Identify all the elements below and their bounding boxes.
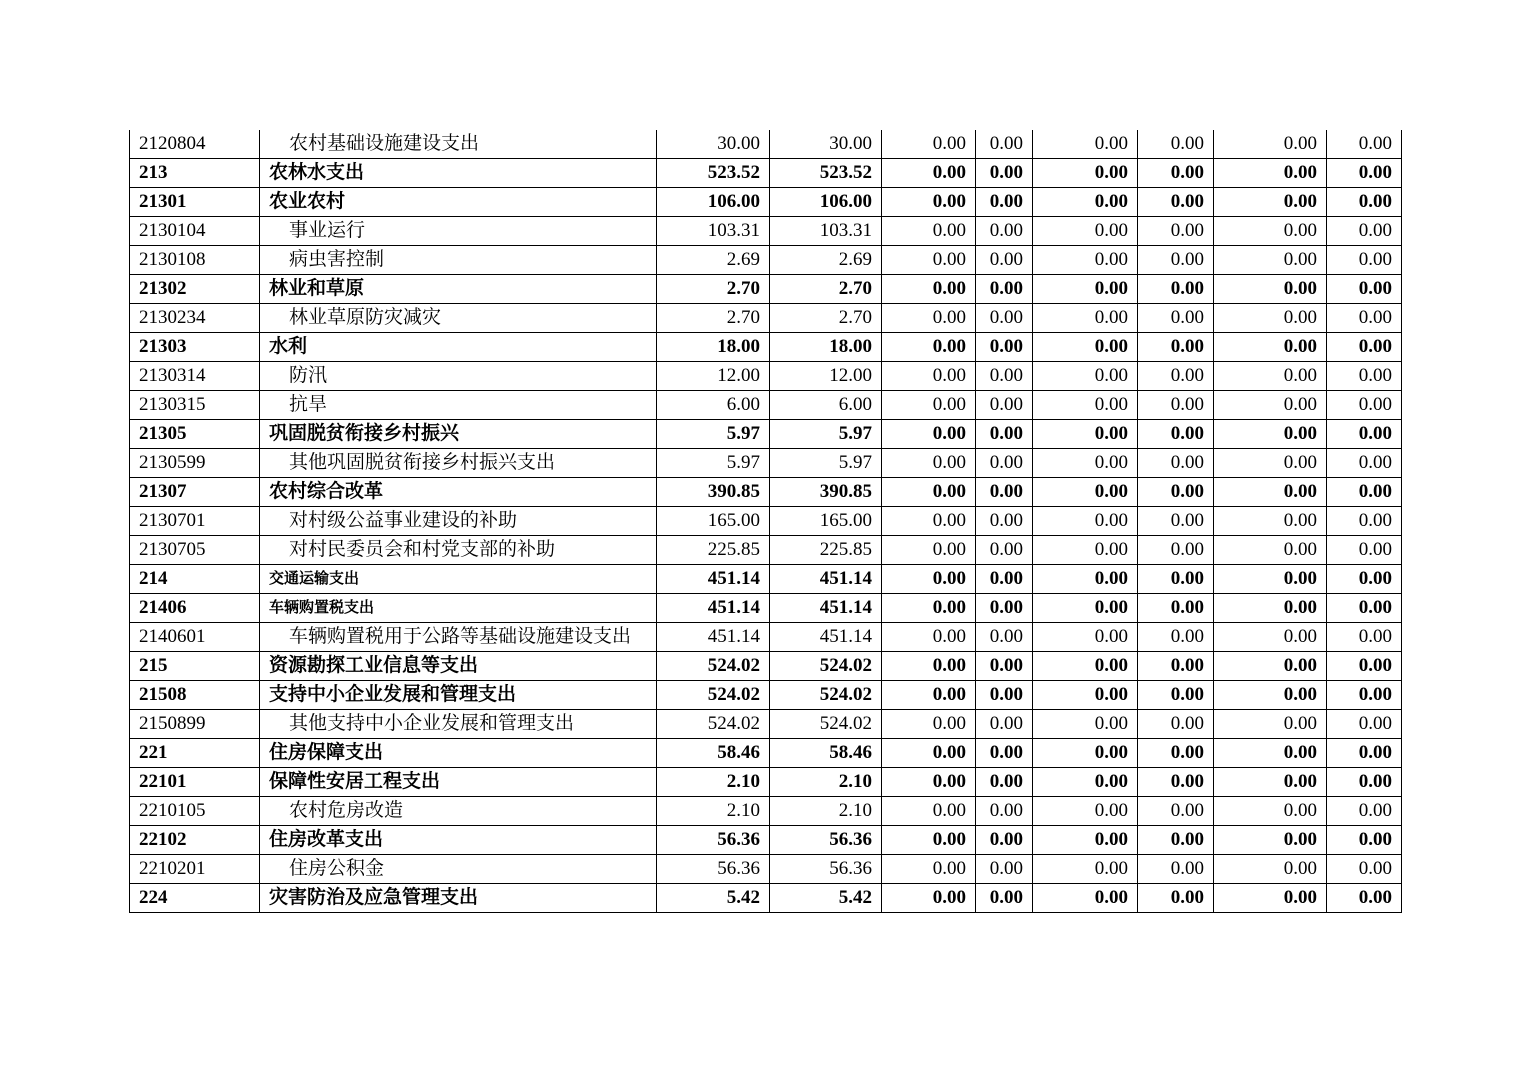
amount-cell: 524.02	[770, 652, 882, 681]
amount-cell: 0.00	[1214, 623, 1327, 652]
table-row	[130, 681, 1402, 710]
amount-cell: 0.00	[1327, 681, 1402, 710]
amount-cell: 0.00	[1138, 681, 1214, 710]
amount-cell: 0.00	[1033, 246, 1138, 275]
amount-cell: 0.00	[1327, 623, 1402, 652]
amount-cell: 390.85	[770, 478, 882, 507]
amount-cell: 5.97	[657, 420, 770, 449]
amount-cell: 0.00	[882, 884, 976, 913]
amount-cell: 0.00	[1033, 884, 1138, 913]
amount-cell: 0.00	[1138, 710, 1214, 739]
table-row	[130, 188, 1402, 217]
amount-cell: 0.00	[1033, 159, 1138, 188]
amount-cell: 0.00	[882, 565, 976, 594]
amount-cell: 0.00	[1033, 768, 1138, 797]
account-code-cell: 21303	[130, 333, 260, 362]
table-row	[130, 507, 1402, 536]
amount-cell: 56.36	[770, 855, 882, 884]
amount-cell: 0.00	[1327, 362, 1402, 391]
amount-cell: 0.00	[1214, 304, 1327, 333]
amount-cell: 0.00	[1214, 478, 1327, 507]
table-row	[130, 536, 1402, 565]
amount-cell: 0.00	[882, 246, 976, 275]
account-name-cell: 农村危房改造	[260, 797, 657, 826]
account-name-cell: 防汛	[260, 362, 657, 391]
amount-cell: 0.00	[1214, 855, 1327, 884]
table-row	[130, 130, 1402, 159]
amount-cell: 0.00	[1327, 826, 1402, 855]
amount-cell: 0.00	[1214, 565, 1327, 594]
account-name-cell: 其他支持中小企业发展和管理支出	[260, 710, 657, 739]
table-row	[130, 217, 1402, 246]
budget-expenditure-table	[129, 130, 1402, 913]
amount-cell: 0.00	[1214, 391, 1327, 420]
account-name-cell: 资源勘探工业信息等支出	[260, 652, 657, 681]
amount-cell: 0.00	[976, 362, 1033, 391]
amount-cell: 0.00	[1138, 739, 1214, 768]
amount-cell: 0.00	[976, 884, 1033, 913]
account-name-cell: 灾害防治及应急管理支出	[260, 884, 657, 913]
amount-cell: 0.00	[1138, 826, 1214, 855]
account-name-cell: 住房公积金	[260, 855, 657, 884]
amount-cell: 0.00	[976, 710, 1033, 739]
amount-cell: 0.00	[1033, 449, 1138, 478]
table-row	[130, 739, 1402, 768]
amount-cell: 0.00	[882, 623, 976, 652]
account-code-cell: 21305	[130, 420, 260, 449]
table-row	[130, 275, 1402, 304]
amount-cell: 0.00	[1033, 304, 1138, 333]
table-row	[130, 420, 1402, 449]
amount-cell: 524.02	[657, 652, 770, 681]
account-name-cell: 住房保障支出	[260, 739, 657, 768]
account-name-cell: 交通运输支出	[260, 565, 657, 594]
amount-cell: 0.00	[882, 449, 976, 478]
amount-cell: 106.00	[657, 188, 770, 217]
amount-cell: 0.00	[1327, 594, 1402, 623]
amount-cell: 0.00	[1327, 391, 1402, 420]
amount-cell: 0.00	[976, 623, 1033, 652]
amount-cell: 0.00	[882, 681, 976, 710]
amount-cell: 0.00	[976, 304, 1033, 333]
amount-cell: 0.00	[1138, 855, 1214, 884]
amount-cell: 0.00	[1138, 246, 1214, 275]
amount-cell: 0.00	[1327, 739, 1402, 768]
amount-cell: 0.00	[976, 217, 1033, 246]
amount-cell: 0.00	[1214, 594, 1327, 623]
amount-cell: 0.00	[1214, 768, 1327, 797]
amount-cell: 0.00	[1214, 652, 1327, 681]
account-name-cell: 水利	[260, 333, 657, 362]
amount-cell: 0.00	[1138, 333, 1214, 362]
amount-cell: 0.00	[1138, 304, 1214, 333]
amount-cell: 0.00	[1138, 478, 1214, 507]
table-row	[130, 594, 1402, 623]
amount-cell: 0.00	[1033, 710, 1138, 739]
amount-cell: 0.00	[882, 333, 976, 362]
table-row	[130, 246, 1402, 275]
amount-cell: 0.00	[1214, 797, 1327, 826]
amount-cell: 0.00	[1327, 130, 1402, 159]
amount-cell: 0.00	[1214, 681, 1327, 710]
amount-cell: 58.46	[770, 739, 882, 768]
account-code-cell: 2130701	[130, 507, 260, 536]
amount-cell: 451.14	[770, 594, 882, 623]
amount-cell: 0.00	[1327, 536, 1402, 565]
amount-cell: 451.14	[657, 623, 770, 652]
amount-cell: 0.00	[882, 652, 976, 681]
amount-cell: 2.69	[657, 246, 770, 275]
account-name-cell: 农村综合改革	[260, 478, 657, 507]
amount-cell: 0.00	[882, 188, 976, 217]
amount-cell: 0.00	[1214, 826, 1327, 855]
account-code-cell: 21302	[130, 275, 260, 304]
amount-cell: 56.36	[657, 826, 770, 855]
account-code-cell: 2210105	[130, 797, 260, 826]
amount-cell: 0.00	[1327, 420, 1402, 449]
table-row	[130, 797, 1402, 826]
amount-cell: 0.00	[882, 710, 976, 739]
amount-cell: 0.00	[976, 739, 1033, 768]
account-name-cell: 农业农村	[260, 188, 657, 217]
amount-cell: 0.00	[1138, 594, 1214, 623]
amount-cell: 0.00	[976, 478, 1033, 507]
amount-cell: 0.00	[976, 797, 1033, 826]
account-code-cell: 2130705	[130, 536, 260, 565]
amount-cell: 0.00	[882, 594, 976, 623]
amount-cell: 0.00	[1138, 652, 1214, 681]
amount-cell: 5.42	[770, 884, 882, 913]
table-row	[130, 449, 1402, 478]
account-code-cell: 2140601	[130, 623, 260, 652]
table-row	[130, 623, 1402, 652]
amount-cell: 0.00	[1138, 130, 1214, 159]
account-code-cell: 2130104	[130, 217, 260, 246]
amount-cell: 0.00	[1033, 130, 1138, 159]
amount-cell: 18.00	[770, 333, 882, 362]
amount-cell: 0.00	[976, 333, 1033, 362]
amount-cell: 0.00	[1327, 884, 1402, 913]
amount-cell: 0.00	[1327, 855, 1402, 884]
amount-cell: 0.00	[882, 739, 976, 768]
amount-cell: 5.97	[657, 449, 770, 478]
amount-cell: 0.00	[976, 507, 1033, 536]
amount-cell: 12.00	[770, 362, 882, 391]
amount-cell: 0.00	[1327, 246, 1402, 275]
amount-cell: 0.00	[1033, 333, 1138, 362]
amount-cell: 0.00	[976, 855, 1033, 884]
amount-cell: 0.00	[1214, 275, 1327, 304]
account-code-cell: 214	[130, 565, 260, 594]
table-row	[130, 855, 1402, 884]
table-row	[130, 768, 1402, 797]
table-row	[130, 884, 1402, 913]
account-code-cell: 22101	[130, 768, 260, 797]
amount-cell: 106.00	[770, 188, 882, 217]
account-code-cell: 213	[130, 159, 260, 188]
amount-cell: 0.00	[1033, 536, 1138, 565]
amount-cell: 5.42	[657, 884, 770, 913]
amount-cell: 225.85	[657, 536, 770, 565]
amount-cell: 524.02	[657, 710, 770, 739]
amount-cell: 0.00	[1327, 304, 1402, 333]
amount-cell: 0.00	[1327, 768, 1402, 797]
amount-cell: 0.00	[882, 217, 976, 246]
amount-cell: 0.00	[976, 159, 1033, 188]
account-code-cell: 2150899	[130, 710, 260, 739]
amount-cell: 0.00	[1138, 362, 1214, 391]
amount-cell: 0.00	[882, 478, 976, 507]
table-row	[130, 565, 1402, 594]
amount-cell: 0.00	[976, 275, 1033, 304]
account-code-cell: 215	[130, 652, 260, 681]
account-name-cell: 保障性安居工程支出	[260, 768, 657, 797]
amount-cell: 0.00	[976, 652, 1033, 681]
amount-cell: 0.00	[1327, 159, 1402, 188]
account-code-cell: 2210201	[130, 855, 260, 884]
amount-cell: 56.36	[657, 855, 770, 884]
amount-cell: 0.00	[882, 536, 976, 565]
amount-cell: 0.00	[1033, 623, 1138, 652]
amount-cell: 0.00	[1138, 217, 1214, 246]
amount-cell: 0.00	[1033, 275, 1138, 304]
amount-cell: 0.00	[1327, 710, 1402, 739]
amount-cell: 0.00	[1033, 681, 1138, 710]
account-name-cell: 林业和草原	[260, 275, 657, 304]
amount-cell: 2.10	[770, 768, 882, 797]
account-code-cell: 21508	[130, 681, 260, 710]
amount-cell: 2.70	[770, 304, 882, 333]
amount-cell: 12.00	[657, 362, 770, 391]
amount-cell: 0.00	[1138, 420, 1214, 449]
amount-cell: 0.00	[1138, 884, 1214, 913]
amount-cell: 0.00	[882, 507, 976, 536]
amount-cell: 0.00	[1214, 710, 1327, 739]
amount-cell: 0.00	[1214, 449, 1327, 478]
amount-cell: 5.97	[770, 420, 882, 449]
amount-cell: 0.00	[1138, 768, 1214, 797]
amount-cell: 0.00	[1033, 217, 1138, 246]
amount-cell: 103.31	[770, 217, 882, 246]
amount-cell: 0.00	[976, 420, 1033, 449]
amount-cell: 0.00	[1138, 275, 1214, 304]
amount-cell: 2.69	[770, 246, 882, 275]
amount-cell: 0.00	[1138, 565, 1214, 594]
amount-cell: 0.00	[1327, 449, 1402, 478]
amount-cell: 2.70	[770, 275, 882, 304]
amount-cell: 524.02	[770, 710, 882, 739]
amount-cell: 0.00	[976, 391, 1033, 420]
amount-cell: 451.14	[657, 565, 770, 594]
account-name-cell: 对村级公益事业建设的补助	[260, 507, 657, 536]
table-row	[130, 652, 1402, 681]
account-code-cell: 2130314	[130, 362, 260, 391]
account-name-cell: 住房改革支出	[260, 826, 657, 855]
amount-cell: 0.00	[882, 275, 976, 304]
amount-cell: 451.14	[657, 594, 770, 623]
amount-cell: 0.00	[1214, 884, 1327, 913]
amount-cell: 0.00	[976, 130, 1033, 159]
amount-cell: 0.00	[1214, 246, 1327, 275]
amount-cell: 0.00	[882, 130, 976, 159]
amount-cell: 523.52	[770, 159, 882, 188]
amount-cell: 225.85	[770, 536, 882, 565]
amount-cell: 0.00	[976, 449, 1033, 478]
amount-cell: 0.00	[1033, 565, 1138, 594]
amount-cell: 0.00	[882, 826, 976, 855]
amount-cell: 30.00	[657, 130, 770, 159]
amount-cell: 0.00	[1327, 565, 1402, 594]
amount-cell: 524.02	[657, 681, 770, 710]
amount-cell: 0.00	[882, 797, 976, 826]
amount-cell: 0.00	[882, 304, 976, 333]
amount-cell: 103.31	[657, 217, 770, 246]
amount-cell: 0.00	[1327, 333, 1402, 362]
amount-cell: 524.02	[770, 681, 882, 710]
amount-cell: 451.14	[770, 623, 882, 652]
amount-cell: 0.00	[1214, 188, 1327, 217]
amount-cell: 0.00	[1214, 130, 1327, 159]
amount-cell: 0.00	[1033, 420, 1138, 449]
account-name-cell: 农村基础设施建设支出	[260, 130, 657, 159]
amount-cell: 0.00	[1327, 188, 1402, 217]
amount-cell: 0.00	[1214, 362, 1327, 391]
amount-cell: 0.00	[976, 188, 1033, 217]
amount-cell: 0.00	[882, 159, 976, 188]
account-name-cell: 抗旱	[260, 391, 657, 420]
table-row	[130, 478, 1402, 507]
amount-cell: 0.00	[1138, 623, 1214, 652]
amount-cell: 0.00	[1033, 594, 1138, 623]
amount-cell: 0.00	[1138, 536, 1214, 565]
amount-cell: 0.00	[1138, 449, 1214, 478]
amount-cell: 2.70	[657, 275, 770, 304]
amount-cell: 58.46	[657, 739, 770, 768]
amount-cell: 0.00	[1214, 739, 1327, 768]
account-name-cell: 巩固脱贫衔接乡村振兴	[260, 420, 657, 449]
account-code-cell: 2120804	[130, 130, 260, 159]
amount-cell: 0.00	[1033, 739, 1138, 768]
table-row	[130, 391, 1402, 420]
amount-cell: 0.00	[1033, 855, 1138, 884]
table-row	[130, 826, 1402, 855]
account-code-cell: 2130315	[130, 391, 260, 420]
table-row	[130, 362, 1402, 391]
account-name-cell: 对村民委员会和村党支部的补助	[260, 536, 657, 565]
account-name-cell: 其他巩固脱贫衔接乡村振兴支出	[260, 449, 657, 478]
account-name-cell: 车辆购置税用于公路等基础设施建设支出	[260, 623, 657, 652]
amount-cell: 6.00	[657, 391, 770, 420]
amount-cell: 0.00	[1138, 159, 1214, 188]
amount-cell: 0.00	[1033, 826, 1138, 855]
amount-cell: 0.00	[1033, 652, 1138, 681]
amount-cell: 0.00	[1327, 275, 1402, 304]
amount-cell: 0.00	[976, 826, 1033, 855]
account-code-cell: 21406	[130, 594, 260, 623]
account-code-cell: 224	[130, 884, 260, 913]
amount-cell: 0.00	[1138, 507, 1214, 536]
amount-cell: 2.10	[657, 797, 770, 826]
amount-cell: 0.00	[882, 362, 976, 391]
account-code-cell: 22102	[130, 826, 260, 855]
amount-cell: 2.10	[770, 797, 882, 826]
amount-cell: 390.85	[657, 478, 770, 507]
amount-cell: 0.00	[1033, 478, 1138, 507]
account-code-cell: 21307	[130, 478, 260, 507]
amount-cell: 2.70	[657, 304, 770, 333]
amount-cell: 0.00	[1138, 797, 1214, 826]
account-code-cell: 2130599	[130, 449, 260, 478]
amount-cell: 0.00	[1214, 420, 1327, 449]
amount-cell: 0.00	[1327, 478, 1402, 507]
amount-cell: 30.00	[770, 130, 882, 159]
amount-cell: 0.00	[1327, 507, 1402, 536]
amount-cell: 165.00	[657, 507, 770, 536]
amount-cell: 5.97	[770, 449, 882, 478]
amount-cell: 0.00	[1033, 391, 1138, 420]
table-row	[130, 159, 1402, 188]
amount-cell: 0.00	[1214, 507, 1327, 536]
amount-cell: 0.00	[882, 420, 976, 449]
amount-cell: 0.00	[1138, 391, 1214, 420]
table-row	[130, 304, 1402, 333]
account-name-cell: 事业运行	[260, 217, 657, 246]
account-name-cell: 车辆购置税支出	[260, 594, 657, 623]
amount-cell: 0.00	[1214, 536, 1327, 565]
amount-cell: 0.00	[882, 391, 976, 420]
amount-cell: 0.00	[976, 536, 1033, 565]
amount-cell: 18.00	[657, 333, 770, 362]
amount-cell: 0.00	[1327, 652, 1402, 681]
amount-cell: 0.00	[1214, 333, 1327, 362]
amount-cell: 0.00	[1033, 507, 1138, 536]
amount-cell: 6.00	[770, 391, 882, 420]
amount-cell: 0.00	[1138, 188, 1214, 217]
account-code-cell: 2130234	[130, 304, 260, 333]
account-name-cell: 支持中小企业发展和管理支出	[260, 681, 657, 710]
amount-cell: 2.10	[657, 768, 770, 797]
account-code-cell: 21301	[130, 188, 260, 217]
amount-cell: 0.00	[976, 246, 1033, 275]
account-code-cell: 2130108	[130, 246, 260, 275]
account-name-cell: 农林水支出	[260, 159, 657, 188]
table-body	[130, 130, 1402, 913]
amount-cell: 0.00	[1327, 217, 1402, 246]
amount-cell: 0.00	[1327, 797, 1402, 826]
amount-cell: 0.00	[1033, 797, 1138, 826]
account-name-cell: 林业草原防灾减灾	[260, 304, 657, 333]
amount-cell: 0.00	[1214, 217, 1327, 246]
amount-cell: 451.14	[770, 565, 882, 594]
amount-cell: 0.00	[1214, 159, 1327, 188]
amount-cell: 0.00	[882, 768, 976, 797]
table-row	[130, 710, 1402, 739]
amount-cell: 523.52	[657, 159, 770, 188]
amount-cell: 0.00	[1033, 188, 1138, 217]
amount-cell: 165.00	[770, 507, 882, 536]
table-row	[130, 333, 1402, 362]
account-name-cell: 病虫害控制	[260, 246, 657, 275]
amount-cell: 0.00	[882, 855, 976, 884]
amount-cell: 56.36	[770, 826, 882, 855]
amount-cell: 0.00	[976, 565, 1033, 594]
amount-cell: 0.00	[976, 681, 1033, 710]
amount-cell: 0.00	[976, 768, 1033, 797]
amount-cell: 0.00	[976, 594, 1033, 623]
account-code-cell: 221	[130, 739, 260, 768]
amount-cell: 0.00	[1033, 362, 1138, 391]
